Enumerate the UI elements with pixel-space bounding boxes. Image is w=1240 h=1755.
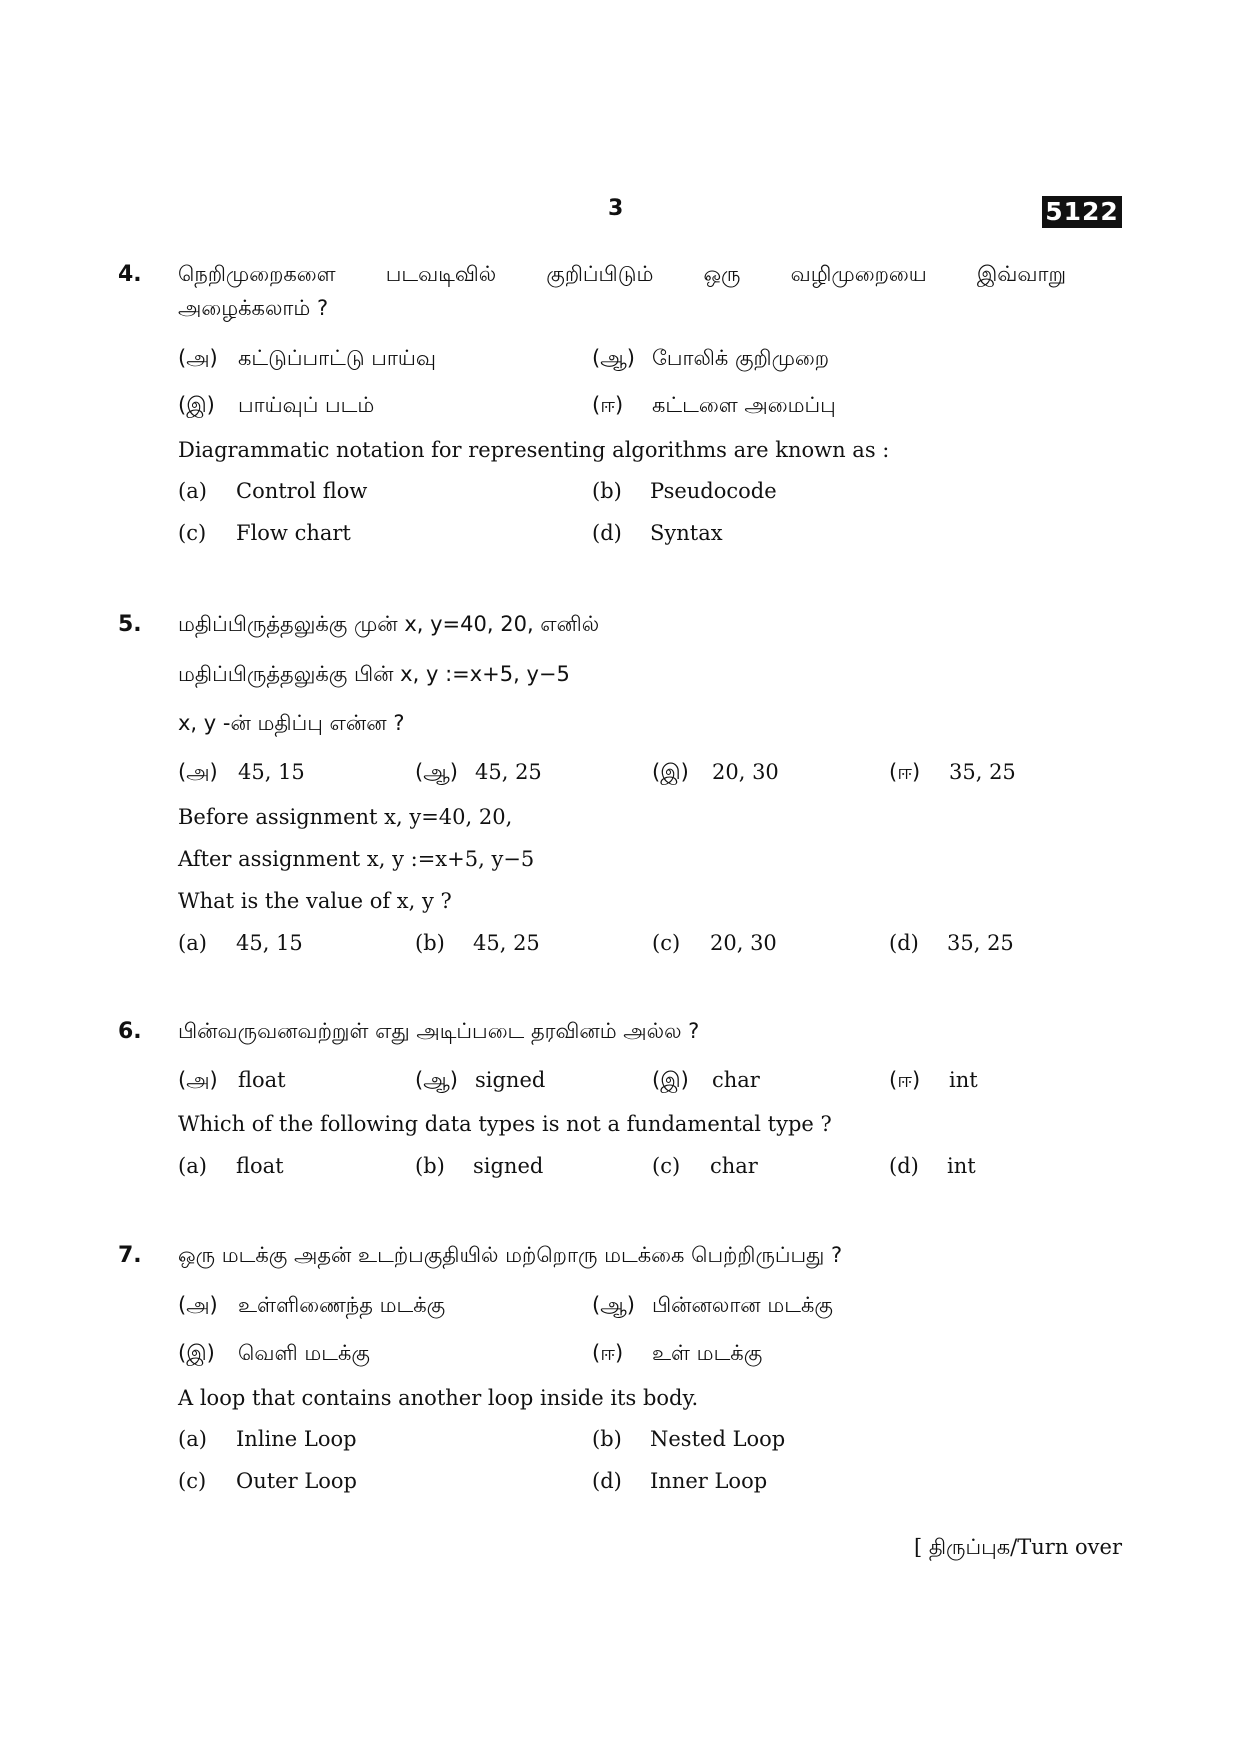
option-text: int xyxy=(949,1068,978,1092)
option-label: (c) xyxy=(652,931,681,955)
option-label: (ஈ) xyxy=(592,393,624,417)
option-label: (ஈ) xyxy=(592,1341,624,1365)
question-number: 7. xyxy=(118,1243,142,1268)
tamil-question-line: x, y -ன் மதிப்பு என்ன ? xyxy=(178,711,405,735)
tamil-option xyxy=(652,1068,760,1095)
option-label: (ஈ) xyxy=(889,760,921,784)
option-text: 45, 15 xyxy=(236,931,303,955)
option-text: Inline Loop xyxy=(236,1427,357,1451)
option-label: (b) xyxy=(415,1154,445,1178)
option-label: (ஆ) xyxy=(415,760,458,784)
option-text: signed xyxy=(473,1154,544,1178)
option-text: float xyxy=(238,1068,286,1092)
tamil-option xyxy=(889,760,1016,787)
option-label: (a) xyxy=(178,479,207,503)
option-label: (a) xyxy=(178,931,207,955)
option-label: (b) xyxy=(592,1427,622,1451)
option-label: (d) xyxy=(592,1469,622,1493)
option-label: (இ) xyxy=(652,760,689,784)
option-text: கட்டுப்பாட்டு பாய்வு xyxy=(238,346,436,370)
option-text: Pseudocode xyxy=(650,479,777,503)
option-text: 35, 25 xyxy=(947,931,1014,955)
tamil-option xyxy=(889,1068,978,1095)
tamil-option xyxy=(178,1341,370,1368)
english-question-line: After assignment x, y :=x+5, y−5 xyxy=(178,847,535,871)
english-option xyxy=(652,931,777,955)
english-question-line: What is the value of x, y ? xyxy=(178,889,452,913)
tamil-question-line: ஒரு மடக்கு அதன் உடற்பகுதியில் மற்றொரு மடக்கை பெற்றிருப்பது ? xyxy=(178,1243,843,1267)
english-option xyxy=(415,1154,543,1178)
tamil-option xyxy=(592,393,836,420)
english-option xyxy=(178,931,303,955)
option-text: Syntax xyxy=(650,521,723,545)
question-number: 4. xyxy=(118,262,142,287)
option-label: (அ) xyxy=(178,1293,218,1317)
english-option xyxy=(592,479,777,503)
option-label: (அ) xyxy=(178,1068,218,1092)
tamil-option xyxy=(592,1293,833,1320)
option-label: (அ) xyxy=(178,346,218,370)
option-text: Nested Loop xyxy=(650,1427,786,1451)
tamil-option xyxy=(652,760,779,787)
english-option xyxy=(592,1427,785,1451)
option-text: Outer Loop xyxy=(236,1469,357,1493)
option-text: போலிக் குறிமுறை xyxy=(652,346,830,370)
option-text: 35, 25 xyxy=(949,760,1016,784)
english-option xyxy=(592,1469,767,1493)
option-text: 20, 30 xyxy=(710,931,777,955)
option-label: (இ) xyxy=(178,393,215,417)
option-text: Control flow xyxy=(236,479,368,503)
option-label: (b) xyxy=(415,931,445,955)
option-label: (ஆ) xyxy=(415,1068,458,1092)
question-number: 6. xyxy=(118,1019,142,1044)
english-option xyxy=(178,479,367,503)
english-question-line: Which of the following data types is not a fundamental type ? xyxy=(178,1112,832,1136)
english-option xyxy=(178,1154,284,1178)
english-option xyxy=(652,1154,758,1178)
english-option xyxy=(178,1427,357,1451)
tamil-question-line: மதிப்பிருத்தலுக்கு முன் x, y=40, 20, எனில் xyxy=(178,612,600,636)
option-text: 20, 30 xyxy=(712,760,779,784)
option-text: கட்டளை அமைப்பு xyxy=(652,393,836,417)
option-text: int xyxy=(947,1154,976,1178)
option-text: உள் மடக்கு xyxy=(652,1341,763,1365)
tamil-option xyxy=(415,760,542,787)
option-text: வெளி மடக்கு xyxy=(238,1341,370,1365)
option-label: (a) xyxy=(178,1154,207,1178)
tamil-question-line: மதிப்பிருத்தலுக்கு பின் x, y :=x+5, y−5 xyxy=(178,662,570,686)
english-question-line: A loop that contains another loop inside its body. xyxy=(178,1386,699,1410)
tamil-option xyxy=(178,1293,445,1320)
english-question-line: Before assignment x, y=40, 20, xyxy=(178,805,513,829)
option-text: Inner Loop xyxy=(650,1469,768,1493)
tamil-option xyxy=(178,346,436,373)
option-label: (d) xyxy=(592,521,622,545)
turn-over-note: [ திருப்புக/Turn over xyxy=(913,1535,1122,1559)
option-label: (c) xyxy=(178,521,207,545)
option-label: (d) xyxy=(889,1154,919,1178)
option-label: (b) xyxy=(592,479,622,503)
option-text: பின்னலான மடக்கு xyxy=(652,1293,833,1317)
tamil-option xyxy=(178,393,374,420)
english-option xyxy=(592,521,723,545)
english-option xyxy=(889,1154,976,1178)
option-text: signed xyxy=(475,1068,546,1092)
option-text: char xyxy=(712,1068,760,1092)
english-option xyxy=(415,931,540,955)
english-question-line: Diagrammatic notation for representing algorithms are known as : xyxy=(178,438,890,462)
tamil-option xyxy=(178,760,305,787)
tamil-question-line: நெறிமுறைகளை படவடிவில் குறிப்பிடும் ஒரு வழிமுறையை இவ்வாறு xyxy=(178,262,1066,286)
option-label: (d) xyxy=(889,931,919,955)
option-text: float xyxy=(236,1154,284,1178)
page-number: 3 xyxy=(608,196,624,221)
option-label: (ஈ) xyxy=(889,1068,921,1092)
option-text: 45, 25 xyxy=(473,931,540,955)
option-text: Flow chart xyxy=(236,521,351,545)
tamil-option xyxy=(415,1068,545,1095)
option-label: (அ) xyxy=(178,760,218,784)
option-label: (ஆ) xyxy=(592,346,635,370)
option-label: (a) xyxy=(178,1427,207,1451)
english-option xyxy=(178,521,351,545)
english-option xyxy=(178,1469,357,1493)
paper-code-badge: 5122 xyxy=(1042,196,1122,228)
option-text: உள்ளிணைந்த மடக்கு xyxy=(238,1293,446,1317)
tamil-option xyxy=(592,1341,762,1368)
tamil-question-line: அழைக்கலாம் ? xyxy=(178,296,329,320)
option-label: (ஆ) xyxy=(592,1293,635,1317)
question-number: 5. xyxy=(118,612,142,637)
option-text: பாய்வுப் படம் xyxy=(238,393,375,417)
option-label: (c) xyxy=(652,1154,681,1178)
tamil-question-line: பின்வருவனவற்றுள் எது அடிப்படை தரவினம் அல்ல ? xyxy=(178,1019,700,1043)
english-option xyxy=(889,931,1014,955)
option-text: 45, 15 xyxy=(238,760,305,784)
option-label: (இ) xyxy=(178,1341,215,1365)
option-label: (இ) xyxy=(652,1068,689,1092)
tamil-option xyxy=(592,346,829,373)
option-label: (c) xyxy=(178,1469,207,1493)
option-text: 45, 25 xyxy=(475,760,542,784)
option-text: char xyxy=(710,1154,758,1178)
tamil-option xyxy=(178,1068,286,1095)
